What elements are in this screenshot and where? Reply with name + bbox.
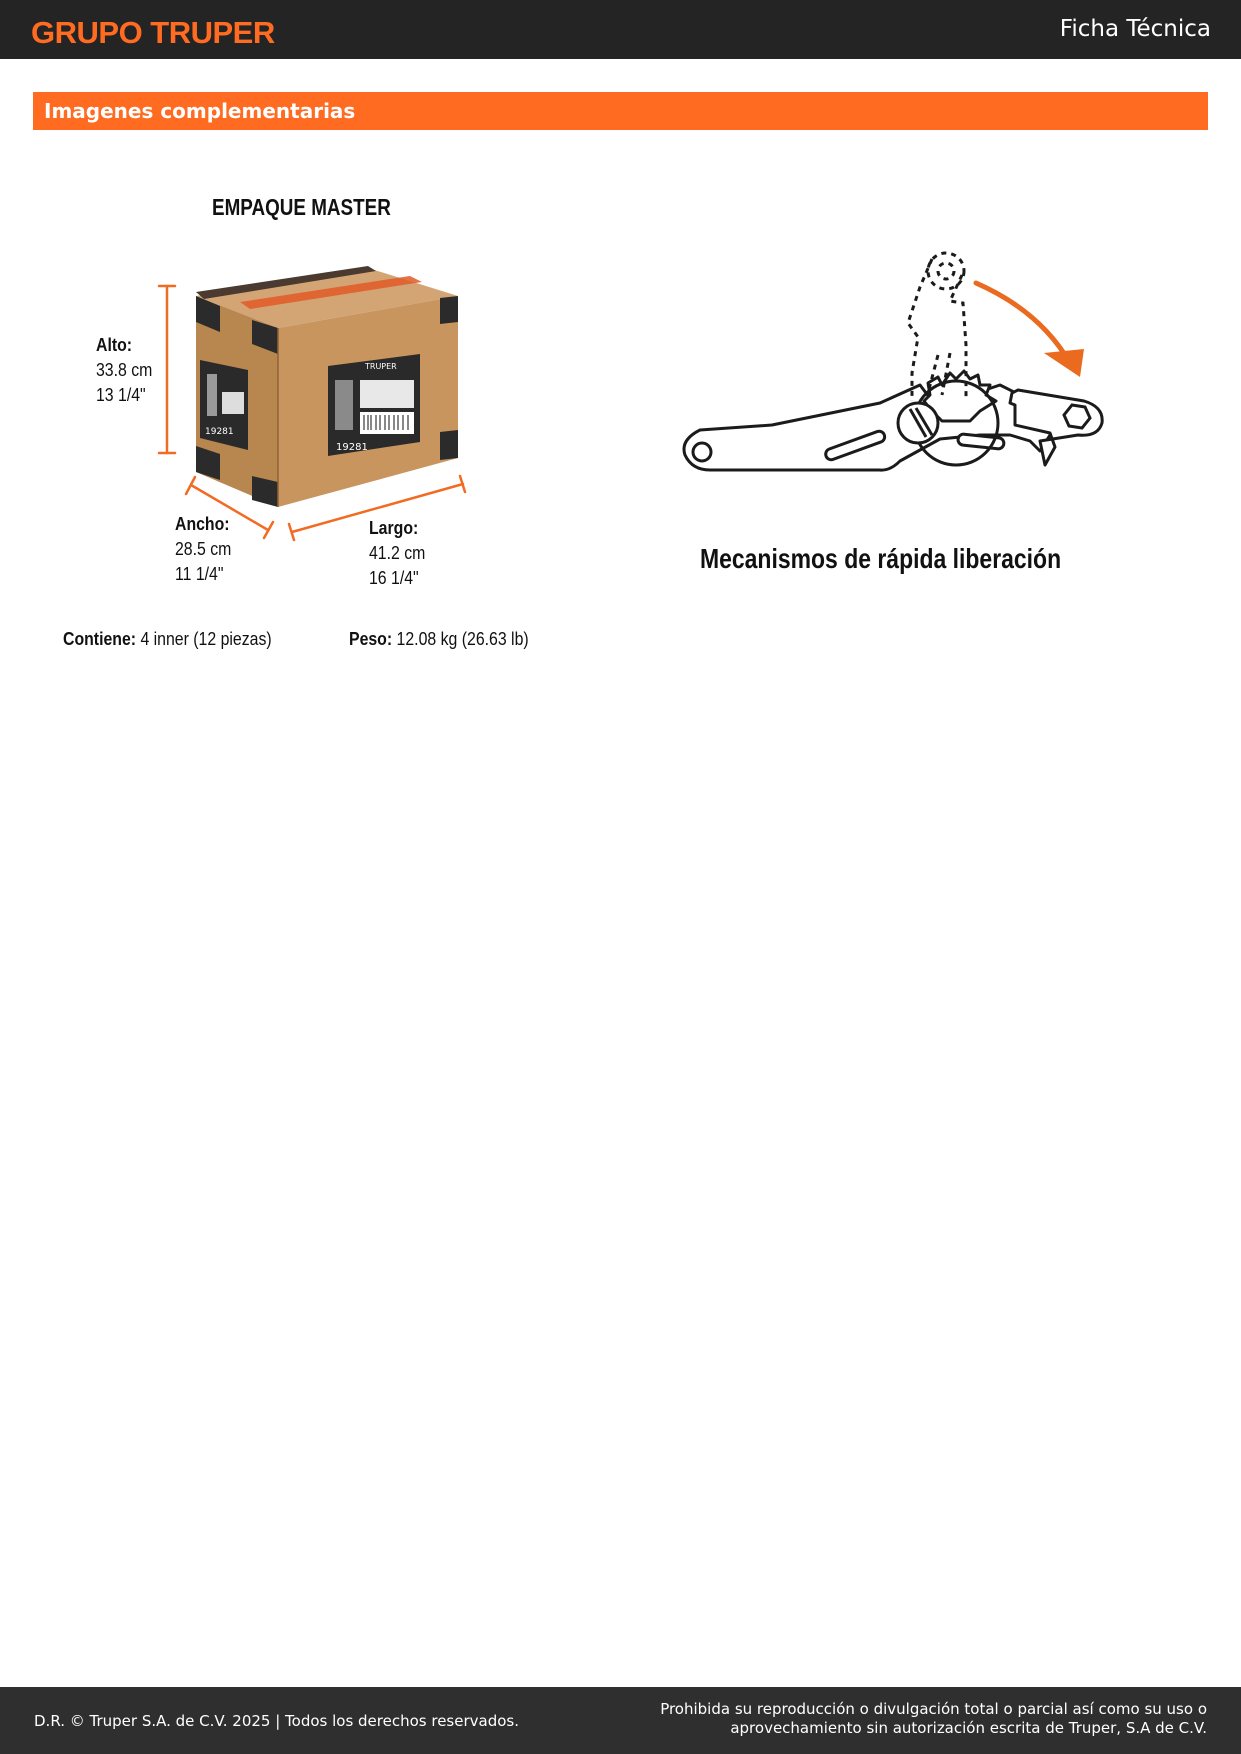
peso-label: Peso: <box>349 629 393 649</box>
ancho-cm: 28.5 cm <box>175 539 232 559</box>
master-box-image <box>190 262 490 512</box>
mechanism-caption: Mecanismos de rápida liberación <box>700 543 1062 574</box>
ancho-label: Ancho: <box>175 514 230 534</box>
brand-logo: GRUPO TRUPER <box>31 15 275 50</box>
document-title: Ficha Técnica <box>1059 16 1211 42</box>
footer-notice-line2: aprovechamiento sin autorización escrita de Truper, S.A de C.V. <box>730 1719 1207 1737</box>
footer-copyright: D.R. © Truper S.A. de C.V. 2025 | Todos los derechos reservados. <box>34 1712 519 1730</box>
weight-info <box>349 627 529 651</box>
alto-in: 13 1/4" <box>96 385 146 405</box>
contiene-value: 4 inner (12 piezas) <box>140 629 272 649</box>
box-front-number: 19281 <box>336 442 368 453</box>
ancho-in: 11 1/4" <box>175 564 224 584</box>
header-bar <box>0 0 1241 59</box>
footer-notice <box>607 1700 1207 1738</box>
contiene-label: Contiene: <box>63 629 137 649</box>
footer-notice-line1: Prohibida su reproducción o divulgación total o parcial así como su uso o <box>660 1700 1207 1718</box>
ratchet-mechanism-icon <box>680 245 1120 485</box>
section-header <box>33 92 1208 130</box>
box-side-number: 19281 <box>205 427 234 437</box>
dimension-alto <box>96 333 152 408</box>
dimension-largo <box>369 516 425 591</box>
alto-cm: 33.8 cm <box>96 360 153 380</box>
alto-label: Alto: <box>96 335 133 355</box>
largo-in: 16 1/4" <box>369 568 419 588</box>
largo-cm: 41.2 cm <box>369 543 426 563</box>
footer-bar <box>0 1687 1241 1754</box>
contents-info <box>63 627 272 651</box>
box-brand-text: TRUPER <box>365 362 397 371</box>
peso-value: 12.08 kg (26.63 lb) <box>396 629 529 649</box>
section-title: Imagenes complementarias <box>44 99 356 123</box>
dimension-ancho <box>175 512 231 587</box>
largo-label: Largo: <box>369 518 419 538</box>
packaging-title: EMPAQUE MASTER <box>212 194 391 220</box>
